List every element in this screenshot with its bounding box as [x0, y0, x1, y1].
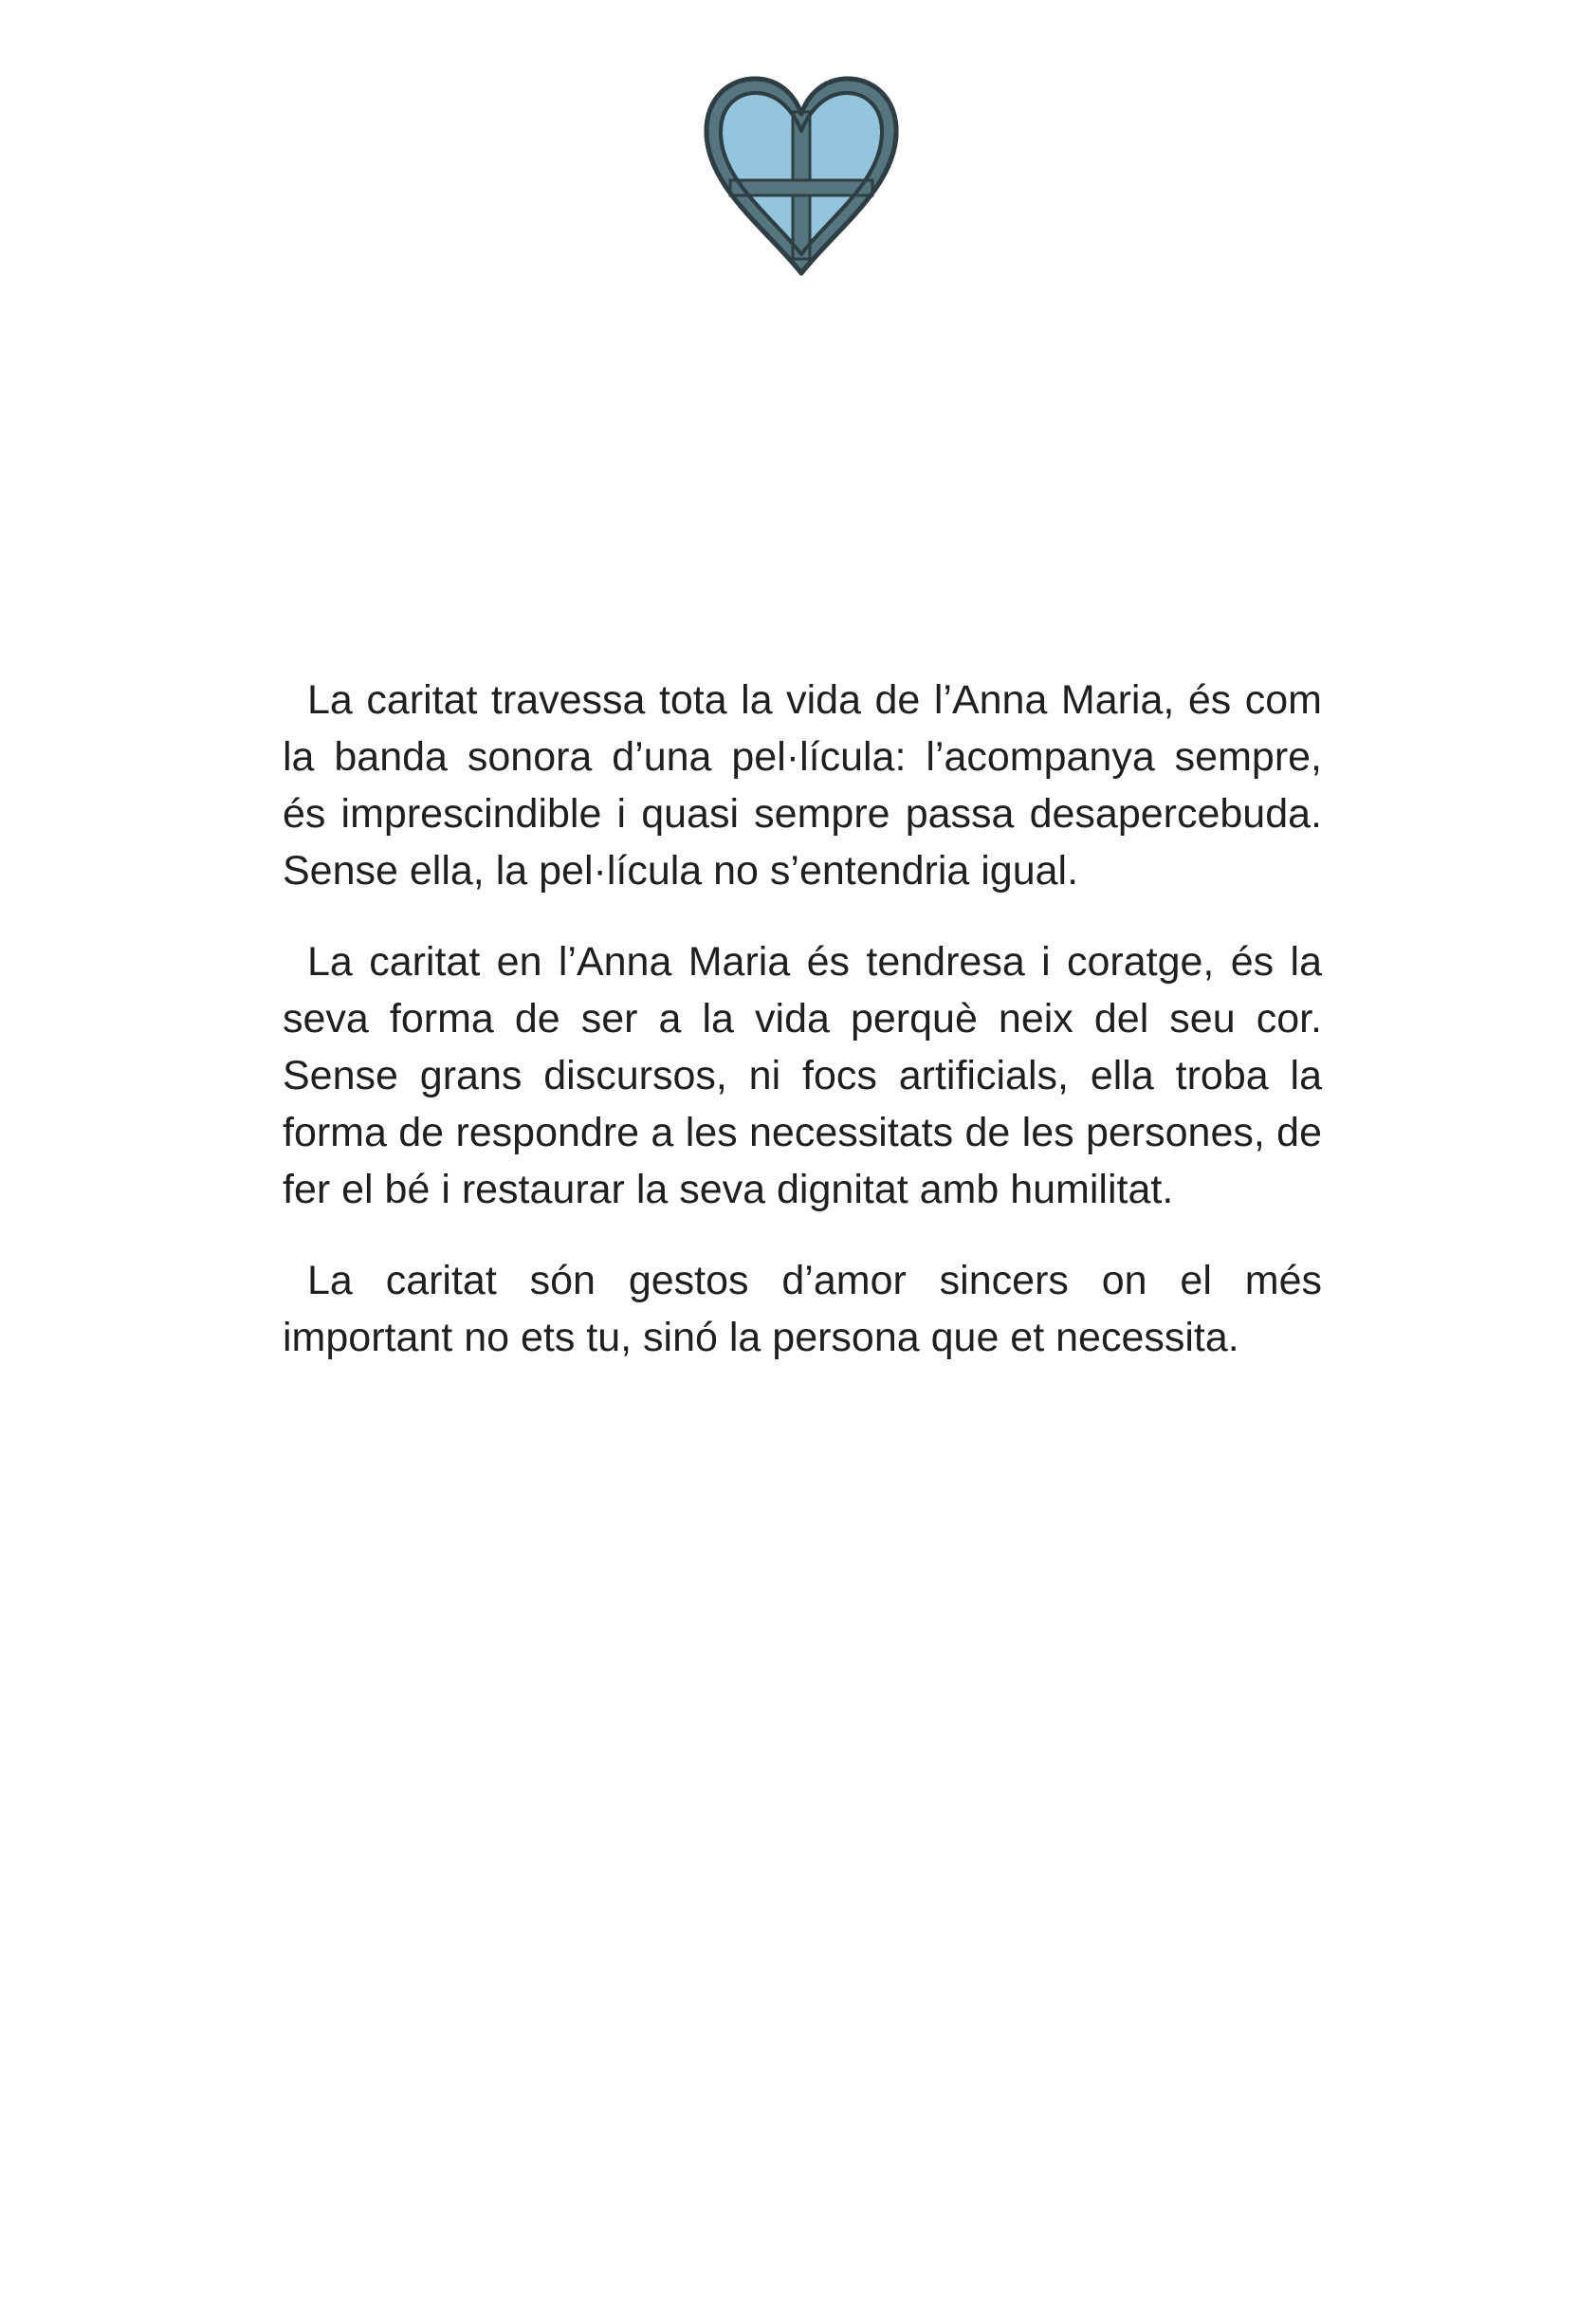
paragraph-3: La caritat són gestos d’amor sincers on el més important no ets tu, sinó la persona que et necessita. [283, 1258, 1322, 1360]
paragraph-2: La caritat en l’Anna Maria és tendresa i coratge, és la seva forma de ser a la vida perquè neix del seu cor. Sense grans discursos, ni focs artificials, ella troba la forma de respondre a les necessitats de les persones, de fer el bé i restaurar la seva dignitat amb humilitat. [283, 939, 1322, 1212]
body-text [283, 672, 1322, 1366]
heart-window-icon [702, 74, 901, 278]
paragraph-1: La caritat travessa tota la vida de l’Anna Maria, és com la banda sonora d’una pel·lícula: l’acompanya sempre, és imprescindible i quasi sempre passa desapercebuda. Sense ella, la pel·lícula no s’entendria igual. [283, 677, 1322, 894]
heart-horizontal-bar [730, 180, 872, 195]
